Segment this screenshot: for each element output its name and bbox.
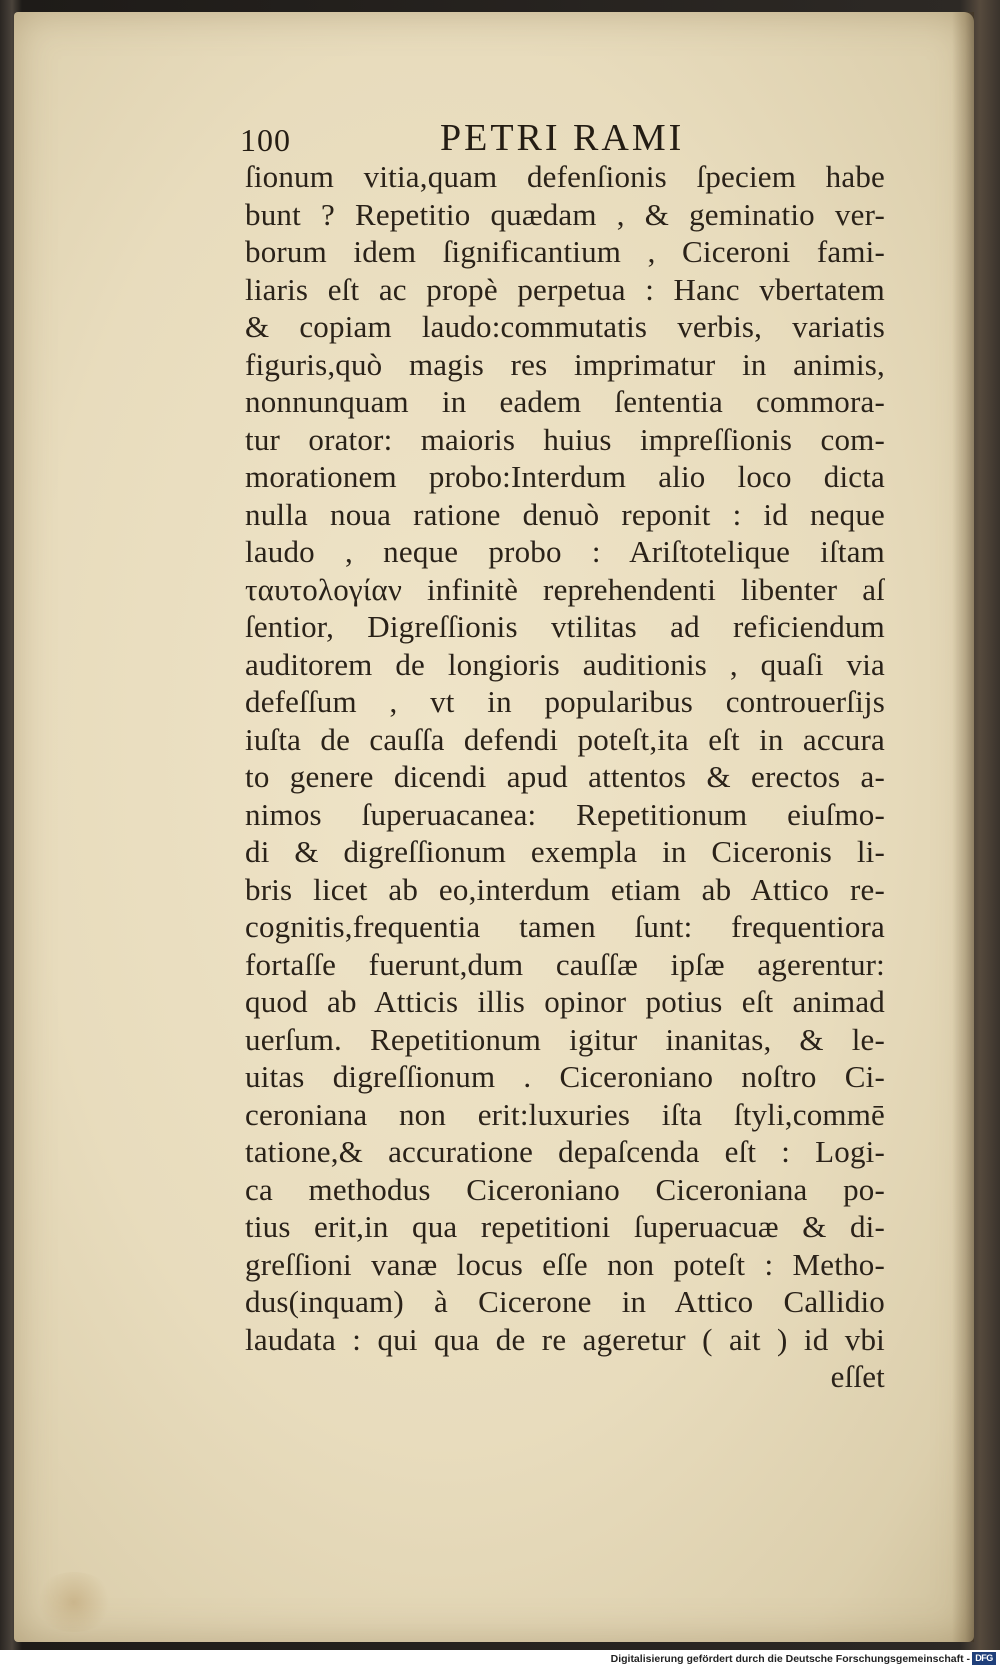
text-line: nulla noua ratione denuò reponit : id neque [245, 496, 885, 532]
text-line: quod ab Atticis illis opinor potius eſt animad [245, 984, 885, 1019]
text-line: ταυτολογίαν infinitè reprehendenti libenter aſ [245, 571, 885, 607]
text-line: & copiam laudo:commutatis verbis, variatis [245, 309, 885, 344]
text-line: borum idem ſignificantium , Ciceroni fami- [245, 234, 885, 269]
text-line: ſionum vitia,quam defenſionis ſpeciem habe [245, 159, 885, 194]
catchword: eſſet [830, 1359, 885, 1394]
body-text [245, 158, 885, 1396]
text-line: uitas digreſſionum . Ciceroniano noſtro Ci- [245, 1059, 885, 1094]
text-line: bunt ? Repetitio quædam , & geminatio ver- [245, 196, 885, 232]
text-line: tius erit,in qua repetitioni ſuperuacuæ & di- [245, 1209, 885, 1244]
text-line: uerſum. Repetitionum igitur inanitas, & le- [245, 1021, 885, 1057]
text-line: morationem probo:Interdum alio loco dicta [245, 459, 885, 494]
page-number: 100 [240, 122, 291, 158]
page-edge-shadow [952, 12, 974, 1642]
text-line: laudata : qui qua de re ageretur ( ait ) id vbi [245, 1321, 885, 1357]
text-line: dus(inquam) à Cicerone in Attico Callidio [245, 1284, 885, 1319]
running-title: PETRI RAMI [440, 117, 685, 159]
dfg-logo: DFG [972, 1652, 996, 1665]
text-line: figuris,quò magis res imprimatur in animis, [245, 346, 885, 382]
text-line: iuſta de cauſſa defendi poteſt,ita eſt in accura [245, 721, 885, 757]
text-line: tatione,& accuratione depaſcenda eſt : Logi- [245, 1134, 885, 1169]
text-line: laudo , neque probo : Ariſtotelique iſtam [245, 534, 885, 569]
text-line: ſentior, Digreſſionis vtilitas ad reficiendum [245, 609, 885, 644]
text-line: to genere dicendi apud attentos & erectos a- [245, 759, 885, 794]
text-line: nonnunquam in eadem ſententia commora- [245, 384, 885, 419]
paper-stain [34, 1572, 114, 1632]
text-line: ca methodus Ciceroniano Ciceroniana po- [245, 1171, 885, 1207]
text-line: bris licet ab eo,interdum etiam ab Attico re- [245, 871, 885, 907]
text-line: ceroniana non erit:luxuries iſta ſtyli,commē [245, 1096, 885, 1132]
text-line: defeſſum , vt in popularibus controuerſijs [245, 684, 885, 719]
text-line: di & digreſſionum exempla in Ciceronis li- [245, 834, 885, 869]
text-line: greſſioni vanæ locus eſſe non poteſt : Metho- [245, 1246, 885, 1282]
text-line: fortaſſe fuerunt,dum cauſſæ ipſæ agerentur: [245, 946, 885, 982]
digitization-credit: Digitalisierung gefördert durch die Deutsche Forschungsgemeinschaft - [610, 1653, 970, 1665]
text-line: cognitis,frequentia tamen ſunt: frequentiora [245, 909, 885, 944]
text-line: tur orator: maioris huius impreſſionis com- [245, 421, 885, 457]
text-line: liaris eſt ac propè perpetua : Hanc vbertatem [245, 271, 885, 307]
text-line: auditorem de longioris auditionis , quaſi via [245, 646, 885, 682]
text-line: nimos ſuperuacanea: Repetitionum eiuſmo- [245, 796, 885, 832]
